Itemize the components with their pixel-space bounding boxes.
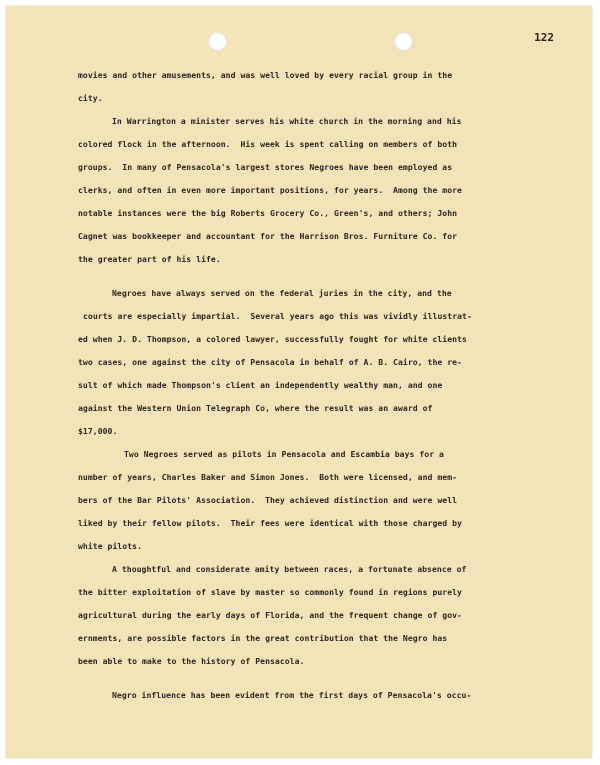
text-line: two cases, one against the city of Pensacola in behalf of A. B. Cairo, the re- [78,357,462,367]
text-line: clerks, and often in even more important positions, for years. Among the more [78,185,462,195]
typed-body [78,64,548,707]
text-line: movies and other amusements, and was well loved by every racial group in the [78,70,453,80]
text-line: colored flock in the afternoon. His week is spent calling on members of both [78,139,458,149]
text-line: In Warrington a minister serves his white church in the morning and his [112,116,462,126]
text-line: against the Western Union Telegraph Co, where the result was an award of [78,403,433,413]
punch-hole-left [208,32,227,51]
text-line: groups. In many of Pensacola's largest stores Negroes have been employed as [78,162,453,172]
page-number: 122 [534,31,554,44]
text-line: sult of which made Thompson's client an independently wealthy man, and one [78,380,443,390]
text-line: been able to make to the history of Pensacola. [78,656,305,666]
text-line: A thoughtful and considerate amity between races, a fortunate absence of [112,564,467,574]
text-line: courts are especially impartial. Several years ago this was vividly illustrat- [83,311,472,321]
text-line: liked by their fellow pilots. Their fees were identical with those charged by [78,518,462,528]
text-line: ernments, are possible factors in the great contribution that the Negro has [78,633,448,643]
document-page [6,6,592,758]
text-line: city. [78,93,103,103]
text-line: Two Negroes served as pilots in Pensacola and Escambia bays for a [124,449,444,459]
text-line: bers of the Bar Pilots' Association. They achieved distinction and were well [78,495,458,505]
text-line: $17,000. [78,426,118,436]
text-line: notable instances were the big Roberts Grocery Co., Green's, and others; John [78,208,458,218]
text-line: Negro influence has been evident from the first days of Pensacola's occu- [112,690,472,700]
punch-hole-right [394,32,413,51]
text-line: Negroes have always served on the federal juries in the city, and the [112,288,452,298]
text-line: the greater part of his life. [78,254,221,264]
text-line: Cagnet was bookkeeper and accountant for the Harrison Bros. Furniture Co. for [78,231,458,241]
text-line: white pilots. [78,541,142,551]
text-line: agricultural during the early days of Florida, and the frequent change of gov- [78,610,462,620]
text-line: the bitter exploitation of slave by master so commonly found in regions purely [78,587,462,597]
text-line: ed when J. D. Thompson, a colored lawyer, successfully fought for white clients [78,334,467,344]
text-line: number of years, Charles Baker and Simon Jones. Both were licensed, and mem- [78,472,458,482]
